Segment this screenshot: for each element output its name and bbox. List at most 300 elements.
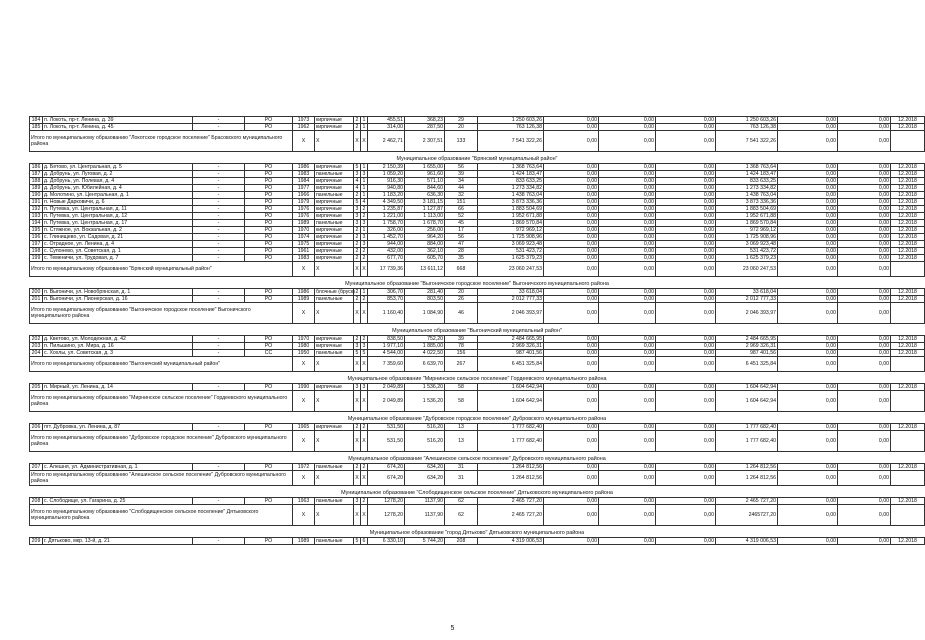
table-cell: 0,00 bbox=[599, 117, 656, 124]
table-cell: 0,00 bbox=[838, 538, 891, 545]
table-cell: п. Новые Дарковичи, д. 6 bbox=[43, 199, 193, 206]
subtotal-cell: 0,00 bbox=[599, 431, 656, 452]
table-cell: 4 bbox=[354, 178, 361, 185]
table-cell: 208 bbox=[30, 498, 43, 505]
table-cell: 0,00 bbox=[544, 213, 599, 220]
subtotal-cell: 23 060 247,53 bbox=[716, 262, 778, 277]
table-cell: с. Слободище, ул. Гагарина, д. 25 bbox=[43, 498, 193, 505]
table-cell: 833 633,25 bbox=[716, 178, 778, 185]
table-cell: 1 625 379,23 bbox=[716, 255, 778, 262]
table-cell: 195 bbox=[30, 227, 43, 234]
subtotal-cell: 0,00 bbox=[599, 471, 656, 486]
table-cell: 0,00 bbox=[599, 199, 656, 206]
table-cell: кирпичные bbox=[315, 199, 354, 206]
table-cell: 944,00 bbox=[368, 241, 405, 248]
table-cell: 188 bbox=[30, 178, 43, 185]
table-cell: - bbox=[193, 296, 245, 303]
table-cell: 0,00 bbox=[656, 227, 716, 234]
table-cell: 0,00 bbox=[599, 178, 656, 185]
table-cell: 2 bbox=[354, 192, 361, 199]
table-cell: 2 bbox=[354, 124, 361, 131]
table-cell: 3 bbox=[361, 384, 368, 391]
table-cell: 2 bbox=[354, 227, 361, 234]
table-cell: РО bbox=[245, 241, 293, 248]
subtotal-cell: X bbox=[315, 357, 354, 372]
table-cell: 1137,90 bbox=[405, 498, 445, 505]
subtotal-cell: X bbox=[354, 505, 361, 526]
subtotal-cell: 0,00 bbox=[599, 391, 656, 412]
table-cell: 189 bbox=[30, 185, 43, 192]
section-title: Муниципальное образование "Алешинское сельское поселение" Дубровского муниципального района bbox=[348, 456, 606, 462]
table-cell: 1 777 682,40 bbox=[716, 424, 778, 431]
table-cell: - bbox=[193, 289, 245, 296]
table-row bbox=[30, 124, 925, 131]
subtotal-cell: X bbox=[354, 357, 361, 372]
table-cell: 1 536,20 bbox=[405, 384, 445, 391]
subtotal-cell: 0,00 bbox=[778, 431, 838, 452]
subtotal-cell: 1 536,20 bbox=[405, 391, 445, 412]
table-cell: 1 bbox=[361, 164, 368, 171]
table-cell: 763 126,38 bbox=[478, 124, 544, 131]
table-cell: 0,00 bbox=[778, 178, 838, 185]
table-cell: 0,00 bbox=[656, 538, 716, 545]
table-cell: д. Добрунь, ул. Полевая, д. 4 bbox=[43, 178, 193, 185]
table-cell: 1 368 763,64 bbox=[478, 164, 544, 171]
table-cell: 987 401,56 bbox=[716, 350, 778, 357]
table-cell: кирпичные bbox=[315, 384, 354, 391]
table-cell: 0,00 bbox=[838, 350, 891, 357]
table-cell: 12.2018 bbox=[891, 336, 925, 343]
subtotal-cell: 1 084,90 bbox=[405, 303, 445, 324]
table-cell: 12.2018 bbox=[891, 289, 925, 296]
table-cell: 4 319 006,53 bbox=[716, 538, 778, 545]
table-cell: 187 bbox=[30, 171, 43, 178]
section-title: Муниципальное образование "Слободищенское сельское поселение" Дятьковского муниципального района bbox=[341, 490, 613, 496]
table-cell: 12.2018 bbox=[891, 498, 925, 505]
table-cell: 2 bbox=[361, 248, 368, 255]
table-cell: 0,00 bbox=[544, 192, 599, 199]
table-cell: 0,00 bbox=[656, 171, 716, 178]
table-cell: 200 bbox=[30, 289, 43, 296]
table-cell: 1976 bbox=[293, 206, 315, 213]
subtotal-row bbox=[30, 505, 925, 526]
table-cell: 0,00 bbox=[656, 296, 716, 303]
table-cell: 916,30 bbox=[368, 178, 405, 185]
table-cell: 1 bbox=[361, 289, 368, 296]
table-cell: - bbox=[193, 350, 245, 357]
table-cell: РО bbox=[245, 227, 293, 234]
table-cell: 1 952 671,88 bbox=[478, 213, 544, 220]
table-cell: 362,10 bbox=[405, 248, 445, 255]
table-cell: 1 604 642,94 bbox=[716, 384, 778, 391]
subtotal-cell: 7 359,60 bbox=[368, 357, 405, 372]
table-cell: 2 bbox=[354, 248, 361, 255]
table-cell: - bbox=[193, 206, 245, 213]
table-cell: 1 264 812,56 bbox=[716, 464, 778, 471]
subtotal-cell: 0,00 bbox=[544, 431, 599, 452]
section-header-row bbox=[30, 280, 925, 289]
table-cell: 1 758,70 bbox=[368, 220, 405, 227]
subtotal-label: Итого по муниципальному образованию "Выгоничское городское поселение" Выгоничского муниципального района bbox=[30, 303, 293, 324]
table-cell: кирпичные bbox=[315, 164, 354, 171]
table-cell: 0,00 bbox=[599, 213, 656, 220]
table-cell: 193 bbox=[30, 213, 43, 220]
subtotal-cell: 0,00 bbox=[838, 303, 891, 324]
table-cell: 634,20 bbox=[405, 464, 445, 471]
table-cell: 1972 bbox=[293, 464, 315, 471]
table-cell: 0,00 bbox=[656, 255, 716, 262]
table-cell: 884,00 bbox=[405, 241, 445, 248]
table-cell: д. Добрунь, ул. Луговая, д. 2 bbox=[43, 171, 193, 178]
table-cell: 1 221,00 bbox=[368, 213, 405, 220]
table-cell: 5 bbox=[361, 350, 368, 357]
subtotal-cell: 0,00 bbox=[838, 431, 891, 452]
subtotal-cell: 0,00 bbox=[656, 391, 716, 412]
subtotal-cell: X bbox=[354, 431, 361, 452]
table-cell: 1984 bbox=[293, 178, 315, 185]
table-cell: 0,00 bbox=[656, 117, 716, 124]
table-cell: 0,00 bbox=[544, 289, 599, 296]
table-cell: 3 bbox=[354, 171, 361, 178]
subtotal-cell: 0,00 bbox=[656, 471, 716, 486]
subtotal-row bbox=[30, 471, 925, 486]
table-cell: 12.2018 bbox=[891, 185, 925, 192]
table-cell: с. Супонево, ул. Советская, д. 1 bbox=[43, 248, 193, 255]
table-cell: 4 544,00 bbox=[368, 350, 405, 357]
section-title: Муниципальное образование "Выгоничское городское поселение" Выгоничского муниципального района bbox=[345, 281, 609, 287]
subtotal-label: Итого по муниципальному образованию "Алешинское сельское поселение" Дубровского муниципального района bbox=[30, 471, 293, 486]
table-cell: - bbox=[193, 343, 245, 350]
table-row bbox=[30, 255, 925, 262]
table-cell: 6 bbox=[361, 538, 368, 545]
section-header-row bbox=[30, 375, 925, 384]
table-cell: 1 bbox=[361, 124, 368, 131]
subtotal-cell: 0,00 bbox=[838, 131, 891, 152]
table-cell: 2 150,39 bbox=[368, 164, 405, 171]
table-cell: 3 bbox=[354, 220, 361, 227]
table-cell: 12.2018 bbox=[891, 234, 925, 241]
table-cell: 3 bbox=[361, 343, 368, 350]
subtotal-label: Итого по муниципальному образованию "Дубровское городское поселение" Дубровского муниципального района bbox=[30, 431, 293, 452]
table-cell: кирпичные bbox=[315, 185, 354, 192]
table-cell: 0,00 bbox=[544, 248, 599, 255]
subtotal-cell: 23 060 247,53 bbox=[478, 262, 544, 277]
table-cell: кирпичные bbox=[315, 343, 354, 350]
table-cell: РО bbox=[245, 255, 293, 262]
table-cell: РО bbox=[245, 336, 293, 343]
subtotal-cell: 0,00 bbox=[838, 471, 891, 486]
table-cell: 205 bbox=[30, 384, 43, 391]
subtotal-cell: 7 541 322,26 bbox=[478, 131, 544, 152]
subtotal-cell: 0,00 bbox=[838, 357, 891, 372]
table-cell: д. Кветово, ул. Молодежная, д. 42 bbox=[43, 336, 193, 343]
table-cell: 987 401,56 bbox=[478, 350, 544, 357]
table-cell: 2 bbox=[354, 296, 361, 303]
table-cell: 1278,20 bbox=[368, 498, 405, 505]
table-cell: 0,00 bbox=[778, 227, 838, 234]
subtotal-cell: 1 604 642,94 bbox=[716, 391, 778, 412]
table-cell: 455,51 bbox=[368, 117, 405, 124]
table-cell: 28 bbox=[445, 248, 478, 255]
table-cell: 5 bbox=[354, 538, 361, 545]
table-cell: 0,00 bbox=[838, 234, 891, 241]
table-cell: 0,00 bbox=[656, 384, 716, 391]
table-cell: 12.2018 bbox=[891, 199, 925, 206]
table-cell: - bbox=[193, 538, 245, 545]
table-cell: 1986 bbox=[293, 289, 315, 296]
table-cell: 1970 bbox=[293, 336, 315, 343]
subtotal-cell: X bbox=[293, 262, 315, 277]
table-cell: 47 bbox=[445, 241, 478, 248]
section-header-row bbox=[30, 455, 925, 464]
table-cell: кирпичные bbox=[315, 248, 354, 255]
table-cell: 0,00 bbox=[778, 248, 838, 255]
table-cell: 0,00 bbox=[656, 498, 716, 505]
subtotal-cell: X bbox=[361, 431, 368, 452]
subtotal-cell: 267 bbox=[445, 357, 478, 372]
table-cell: кирпичные bbox=[315, 124, 354, 131]
table-cell: п. Стяжное, ул. Вокзальная, д. 2 bbox=[43, 227, 193, 234]
table-cell: 2 bbox=[354, 424, 361, 431]
subtotal-cell: 0,00 bbox=[544, 262, 599, 277]
table-cell: РО bbox=[245, 213, 293, 220]
table-cell: 1 977,10 bbox=[368, 343, 405, 350]
table-cell: РО bbox=[245, 289, 293, 296]
table-cell: 0,00 bbox=[778, 220, 838, 227]
subtotal-cell: X bbox=[361, 505, 368, 526]
table-cell: 4 319 006,53 bbox=[478, 538, 544, 545]
table-cell: 194 bbox=[30, 220, 43, 227]
table-row bbox=[30, 164, 925, 171]
section-title: Муниципальное образование "Брянский муниципальный район" bbox=[396, 156, 558, 162]
table-cell: 5 bbox=[354, 350, 361, 357]
table-cell: 39 bbox=[445, 171, 478, 178]
subtotal-cell: 6 451 325,84 bbox=[716, 357, 778, 372]
subtotal-cell: 0,00 bbox=[656, 131, 716, 152]
table-cell: РО bbox=[245, 424, 293, 431]
table-cell: 3 181,15 bbox=[405, 199, 445, 206]
table-cell: 1 368 763,64 bbox=[716, 164, 778, 171]
table-cell: 531,50 bbox=[368, 424, 405, 431]
table-cell: 33 618,04 bbox=[478, 289, 544, 296]
table-cell: 12.2018 bbox=[891, 343, 925, 350]
table-cell: РО bbox=[245, 178, 293, 185]
table-cell: 0,00 bbox=[544, 164, 599, 171]
subtotal-cell: 0,00 bbox=[838, 505, 891, 526]
table-cell: 0,00 bbox=[544, 538, 599, 545]
table-cell: 0,00 bbox=[778, 206, 838, 213]
table-cell: с. Теменичи, ул. Трудовая, д. 7 bbox=[43, 255, 193, 262]
table-cell: кирпичные bbox=[315, 255, 354, 262]
table-cell: 281,40 bbox=[405, 289, 445, 296]
table-cell: панельные bbox=[315, 464, 354, 471]
table-cell: 2 bbox=[354, 117, 361, 124]
table-cell: 0,00 bbox=[544, 206, 599, 213]
table-cell: 1 bbox=[361, 117, 368, 124]
table-cell: 17 bbox=[445, 227, 478, 234]
table-cell: - bbox=[193, 199, 245, 206]
table-cell: 2 484 665,95 bbox=[716, 336, 778, 343]
section-title: Муниципальное образование "город Дятьково" Дятьковского муниципального района bbox=[369, 530, 585, 536]
table-cell: - bbox=[193, 178, 245, 185]
table-cell: 12.2018 bbox=[891, 178, 925, 185]
section-header-row bbox=[30, 155, 925, 164]
table-cell: 2 465 727,20 bbox=[478, 498, 544, 505]
table-cell: 0,00 bbox=[599, 350, 656, 357]
table-cell: 531 423,72 bbox=[716, 248, 778, 255]
table-cell: с. Алешня, ул. Административная, д. 1 bbox=[43, 464, 193, 471]
subtotal-cell: X bbox=[293, 505, 315, 526]
table-cell: 1 235,87 bbox=[368, 206, 405, 213]
table-cell: 2 bbox=[354, 241, 361, 248]
table-cell: 0,00 bbox=[544, 350, 599, 357]
subtotal-cell: X bbox=[354, 303, 361, 324]
table-cell: 0,00 bbox=[838, 498, 891, 505]
subtotal-cell: 31 bbox=[445, 471, 478, 486]
table-cell: РО bbox=[245, 206, 293, 213]
table-cell: 0,00 bbox=[838, 178, 891, 185]
subtotal-cell: 0,00 bbox=[599, 262, 656, 277]
table-cell: 0,00 bbox=[656, 213, 716, 220]
table-cell: 1 424 183,47 bbox=[716, 171, 778, 178]
table-cell: 0,00 bbox=[838, 248, 891, 255]
table-cell: 52 bbox=[445, 213, 478, 220]
table-cell: 0,00 bbox=[656, 343, 716, 350]
table-cell: 20 bbox=[445, 289, 478, 296]
table-cell: - bbox=[193, 171, 245, 178]
table-row bbox=[30, 199, 925, 206]
table-cell: кирпичные bbox=[315, 234, 354, 241]
table-cell: 0,00 bbox=[838, 199, 891, 206]
table-cell: 12.2018 bbox=[891, 464, 925, 471]
table-cell: 0,00 bbox=[599, 124, 656, 131]
table-cell: РО bbox=[245, 192, 293, 199]
table-cell: 3 bbox=[361, 241, 368, 248]
table-cell: 1 424 183,47 bbox=[478, 171, 544, 178]
table-cell: 1962 bbox=[293, 124, 315, 131]
table-cell: 326,00 bbox=[368, 227, 405, 234]
table-cell: 0,00 bbox=[778, 296, 838, 303]
table-cell: кирпичные bbox=[315, 227, 354, 234]
section-title: Муниципальное образование "Дубровское городское поселение" Дубровского муниципального района bbox=[347, 416, 607, 422]
table-cell: - bbox=[193, 227, 245, 234]
table-cell: 1965 bbox=[293, 424, 315, 431]
table-cell: 1 883 504,69 bbox=[478, 206, 544, 213]
subtotal-cell: X bbox=[293, 357, 315, 372]
table-cell: 1 273 334,82 bbox=[716, 185, 778, 192]
table-cell: 1977 bbox=[293, 185, 315, 192]
table-cell: 198 bbox=[30, 248, 43, 255]
table-row bbox=[30, 343, 925, 350]
table-cell: 0,00 bbox=[656, 220, 716, 227]
table-cell: блочные (бруск) bbox=[316, 289, 355, 295]
subtotal-cell: X bbox=[361, 262, 368, 277]
table-cell: кирпичные bbox=[315, 213, 354, 220]
table-cell: 4 bbox=[361, 199, 368, 206]
table-cell: 12.2018 bbox=[891, 164, 925, 171]
subtotal-row bbox=[30, 262, 925, 277]
table-cell: 209 bbox=[30, 538, 43, 545]
table-cell: 0,00 bbox=[656, 124, 716, 131]
section-header-row bbox=[30, 529, 925, 538]
table-cell: панельные bbox=[315, 296, 354, 303]
table-cell: п. Пильшино, ул. Мира, д. 16 bbox=[43, 343, 193, 350]
table-cell: 0,00 bbox=[778, 384, 838, 391]
table-cell: 0,00 bbox=[838, 164, 891, 171]
table-row bbox=[30, 384, 925, 391]
table-cell: 1 264 812,56 bbox=[478, 464, 544, 471]
table-cell: 0,00 bbox=[656, 192, 716, 199]
subtotal-cell: X bbox=[293, 391, 315, 412]
table-cell: 0,00 bbox=[544, 296, 599, 303]
table-cell: 1966 bbox=[293, 192, 315, 199]
table-cell: 674,20 bbox=[368, 464, 405, 471]
table-cell: 0,00 bbox=[599, 234, 656, 241]
table-cell: 1 725 908,96 bbox=[716, 234, 778, 241]
subtotal-cell bbox=[891, 303, 925, 324]
section-title: Муниципальное образование "Выгоничский муниципальный район" bbox=[392, 328, 562, 334]
table-cell: 0,00 bbox=[599, 384, 656, 391]
table-cell: 202 bbox=[30, 336, 43, 343]
table-cell: п. Путевка, ул. Центральная, д. 11 bbox=[43, 206, 193, 213]
table-cell: д. Бетово, ул. Центральная, д. 5 bbox=[43, 164, 193, 171]
table-cell: 1 625 379,23 bbox=[478, 255, 544, 262]
table-cell: 0,00 bbox=[838, 117, 891, 124]
table-cell: 1 869 570,84 bbox=[716, 220, 778, 227]
table-cell: 184 bbox=[30, 117, 43, 124]
subtotal-cell: 1 160,40 bbox=[368, 303, 405, 324]
table-row bbox=[30, 185, 925, 192]
table-cell: 4 bbox=[354, 185, 361, 192]
table-cell: 3 bbox=[354, 343, 361, 350]
table-cell: кирпичные bbox=[315, 336, 354, 343]
table-cell: 12.2018 bbox=[891, 213, 925, 220]
subtotal-cell bbox=[891, 431, 925, 452]
subtotal-cell: X bbox=[315, 471, 354, 486]
table-cell: с. Отрадное, ул. Ленина, д. 4 bbox=[43, 241, 193, 248]
table-cell: 1973 bbox=[293, 117, 315, 124]
table-cell: 0,00 bbox=[656, 206, 716, 213]
table-cell: 1950 bbox=[293, 350, 315, 357]
table-cell: 0,00 bbox=[778, 117, 838, 124]
table-cell: д. Добрунь, ул. Юбилейная, д. 4 bbox=[43, 185, 193, 192]
table-row bbox=[30, 192, 925, 199]
table-cell: РО bbox=[245, 538, 293, 545]
table-cell: 3 bbox=[354, 498, 361, 505]
table-cell: 197 bbox=[30, 241, 43, 248]
table-cell: 0,00 bbox=[544, 124, 599, 131]
table-cell: 0,00 bbox=[599, 241, 656, 248]
table-cell: 432,00 bbox=[368, 248, 405, 255]
table-cell: 0,00 bbox=[838, 206, 891, 213]
table-cell: 2 bbox=[361, 424, 368, 431]
table-cell: - bbox=[193, 164, 245, 171]
subtotal-cell: 0,00 bbox=[838, 391, 891, 412]
table-cell: 12.2018 bbox=[891, 206, 925, 213]
table-cell: 0,00 bbox=[544, 178, 599, 185]
table-cell: 0,00 bbox=[778, 498, 838, 505]
table-cell: 0,00 bbox=[656, 248, 716, 255]
table-row bbox=[30, 296, 925, 303]
table-cell: 3 bbox=[354, 206, 361, 213]
table-row bbox=[30, 464, 925, 471]
table-row bbox=[30, 206, 925, 213]
table-cell: 0,00 bbox=[778, 343, 838, 350]
table-cell: 0,00 bbox=[656, 350, 716, 357]
table-cell: кирпичные bbox=[315, 206, 354, 213]
table-cell: 0,00 bbox=[544, 336, 599, 343]
table-cell: РО bbox=[245, 384, 293, 391]
